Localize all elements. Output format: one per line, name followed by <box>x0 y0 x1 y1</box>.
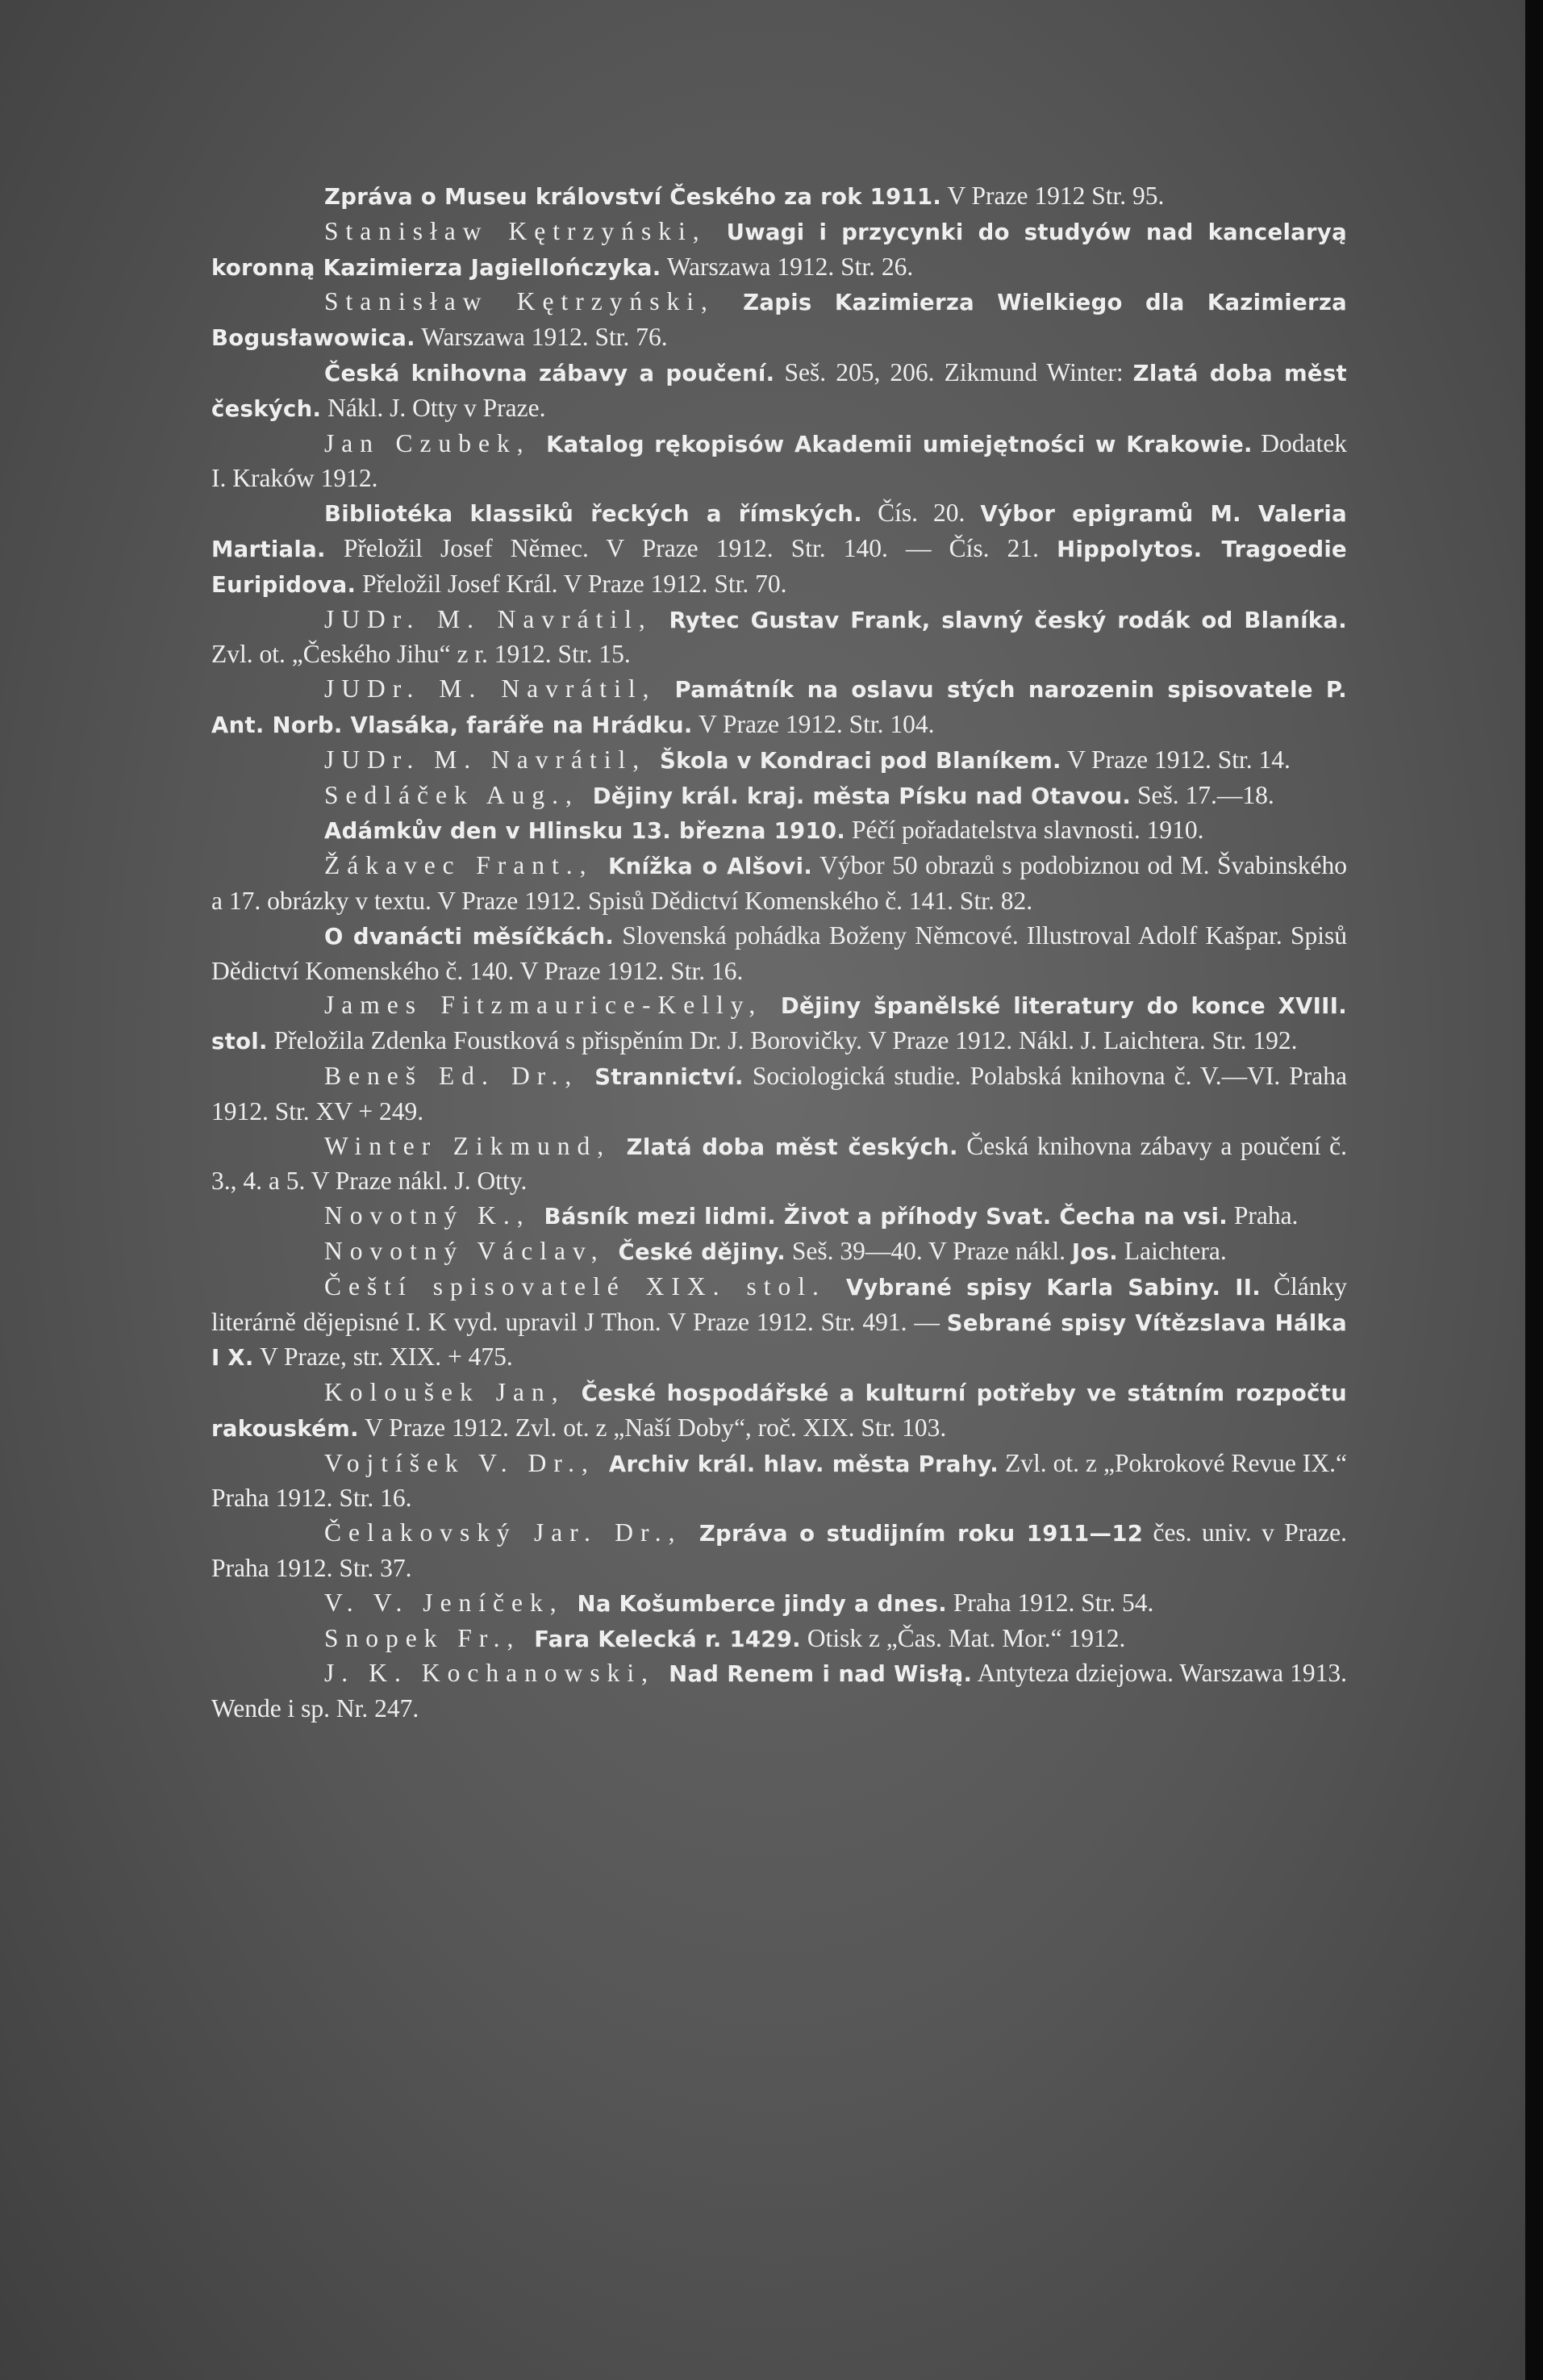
entry-details: Warszawa 1912. Str. 76. <box>415 323 668 352</box>
entry-details: Laichtera. <box>1118 1236 1227 1265</box>
entry-subtitle: Jos. <box>1071 1238 1119 1265</box>
entry-subtitle: Hippolytos. Tragoedie Euripidova. <box>211 536 1347 598</box>
entry-title: Archiv král. hlav. města Prahy. <box>608 1451 999 1477</box>
entry-details: Praha 1912. Str. 54. <box>946 1588 1154 1617</box>
entry-title: Katalog rękopisów Akademii umiejętności w Krakowie. <box>546 431 1253 457</box>
bibliography-entry <box>211 1234 1347 1270</box>
entry-details: Seš. 17.—18. <box>1131 780 1274 809</box>
bibliography-entry <box>211 1270 1347 1376</box>
bibliography-entry <box>211 356 1347 427</box>
bibliography-text <box>211 179 1347 1727</box>
bibliography-entry <box>211 1199 1347 1234</box>
entry-details: Zvl. ot. z „Pokrokové Revue IX.“ Praha 1912. Str. 16. <box>211 1448 1347 1513</box>
entry-title: Bibliotéka klassiků řeckých a římských. <box>324 501 863 528</box>
entry-details: Přeložil Josef Král. V Praze 1912. Str. 70. <box>356 569 787 598</box>
entry-author: Winter Zikmund, <box>324 1131 627 1160</box>
entry-details: Přeložil Josef Němec. V Praze 1912. Str. 140. — Čís. 21. <box>325 533 1057 562</box>
entry-author: JUDr. M. Navrátil, <box>324 674 675 704</box>
bibliography-entry <box>211 427 1347 497</box>
entry-author: Sedláček Aug., <box>324 780 593 809</box>
entry-title: Fara Kelecká r. 1429. <box>534 1626 801 1652</box>
entry-details: Čís. 20. <box>862 499 981 528</box>
entry-author: Snopek Fr., <box>324 1623 535 1652</box>
bibliography-entry <box>211 179 1347 215</box>
bibliography-entry <box>211 603 1347 673</box>
entry-author: JUDr. M. Navrátil, <box>324 604 669 633</box>
entry-author: Stanisław Kętrzyński, <box>324 287 744 316</box>
entry-title: Adámkův den v Hlinsku 13. března 1910. <box>324 818 846 845</box>
entry-author: James Fitzmaurice-Kelly, <box>324 991 781 1020</box>
entry-details: Slovenská pohádka Boženy Němcové. Illustroval Adolf Kašpar. Spisů Dědictví Komenského č. 140. V Praze 1912. Str. 16. <box>211 921 1347 985</box>
entry-author: Čelakovský Jar. Dr., <box>324 1518 699 1547</box>
entry-author: Žákavec Frant., <box>324 851 608 880</box>
entry-details: Česká knihovna zábavy a poučení č. 3., 4. a 5. V Praze nákl. J. Otty. <box>211 1131 1347 1196</box>
bibliography-entry <box>211 849 1347 919</box>
entry-details: Péčí pořadatelstva slavnosti. 1910. <box>845 816 1204 845</box>
entry-details: V Praze 1912. Zvl. ot. z „Naší Doby“, roč. XIX. Str. 103. <box>358 1413 947 1442</box>
entry-details: Seš. 39—40. V Praze nákl. <box>785 1236 1072 1265</box>
entry-author: Vojtíšek V. Dr., <box>324 1448 609 1477</box>
entry-details: Dodatek I. Kraków 1912. <box>211 428 1347 493</box>
entry-title: Zpráva o Museu království Českého za rok 1911. <box>324 184 942 210</box>
bibliography-entry <box>211 1622 1347 1657</box>
entry-details: Praha. <box>1227 1201 1299 1230</box>
bibliography-entry <box>211 1129 1347 1200</box>
entry-title: Dějiny španělské literatury do konce XVIII. stol. <box>211 993 1347 1055</box>
bibliography-entry <box>211 496 1347 602</box>
entry-title: Zapis Kazimierza Wielkiego dla Kazimierza Bogusławowica. <box>211 290 1347 352</box>
entry-details: Nákl. J. Otty v Praze. <box>321 393 546 422</box>
bibliography-entry <box>211 215 1347 286</box>
entry-title: Uwagi i przycynki do studyów nad kancelaryą koronną Kazimierza Jagiellończyka. <box>211 219 1347 281</box>
scan-edge <box>1525 0 1543 2380</box>
entry-details: V Praze 1912 Str. 95. <box>941 182 1165 210</box>
entry-author: Novotný Václav, <box>324 1236 619 1265</box>
entry-title: Na Košumberce jindy a dnes. <box>577 1590 947 1617</box>
entry-author: Novotný K., <box>324 1201 544 1230</box>
entry-subtitle: Sebrané spisy Vítězslava Hálka I X. <box>211 1309 1347 1372</box>
bibliography-entry <box>211 672 1347 743</box>
entry-title: O dvanácti měsíčkách. <box>324 923 615 950</box>
bibliography-entry <box>211 1447 1347 1517</box>
bibliography-entry <box>211 919 1347 989</box>
entry-title: Rytec Gustav Frank, slavný český rodák od Blaníka. <box>669 607 1347 633</box>
entry-details: Přeložila Zdenka Foustková s přispěním Dr. J. Borovičky. V Praze 1912. Nákl. J. Laichtera. Str. 192. <box>267 1026 1298 1055</box>
entry-details: V Praze, str. XIX. + 475. <box>253 1342 513 1372</box>
bibliography-entry <box>211 743 1347 779</box>
bibliography-entry <box>211 1516 1347 1586</box>
entry-title: Knížka o Alšovi. <box>608 854 813 880</box>
entry-author: Koloušek Jan, <box>324 1378 582 1407</box>
entry-details: čes. univ. v Praze. Praha 1912. Str. 37. <box>211 1518 1347 1583</box>
entry-title: Památník na oslavu stých narozenin spisovatele P. Ant. Norb. Vlasáka, faráře na Hrádku. <box>211 677 1347 738</box>
bibliography-entry <box>211 285 1347 356</box>
entry-author: Čeští spisovatelé XIX. stol. <box>324 1271 846 1301</box>
entry-subtitle: Zlatá doba měst českých. <box>211 360 1347 422</box>
bibliography-entry <box>211 813 1347 849</box>
bibliography-entry <box>211 1586 1347 1622</box>
entry-title: České hospodářské a kulturní potřeby ve státním rozpočtu rakouském. <box>211 1380 1347 1442</box>
entry-title: Nad Renem i nad Wisłą. <box>669 1661 973 1688</box>
bibliography-entry <box>211 1059 1347 1129</box>
entry-subtitle: Výbor epigramů M. Valeria Martiala. <box>211 501 1347 562</box>
entry-author: J. K. Kochanowski, <box>324 1659 669 1688</box>
entry-author: Stanisław Kętrzyński, <box>324 216 727 245</box>
entry-details: Antyteza dziejowa. Warszawa 1913. Wende i sp. Nr. 247. <box>211 1659 1348 1723</box>
entry-title: Škola v Kondraci pod Blaníkem. <box>659 747 1061 774</box>
entry-details: Sociologická studie. Polabská knihovna č. V.—VI. Praha 1912. Str. XV + 249. <box>211 1061 1347 1125</box>
entry-title: Básník mezi lidmi. Život a příhody Svat. Čecha na vsi. <box>544 1204 1228 1230</box>
entry-title: České dějiny. <box>618 1238 786 1265</box>
bibliography-entry <box>211 779 1347 814</box>
entry-title: Zlatá doba měst českých. <box>626 1134 958 1160</box>
entry-details: Zvl. ot. „Českého Jihu“ z r. 1912. Str. 15. <box>211 640 631 669</box>
entry-author: JUDr. M. Navrátil, <box>324 745 660 774</box>
entry-title: Dějiny král. kraj. města Písku nad Otavou. <box>592 783 1132 809</box>
entry-title: Česká knihovna zábavy a poučení. <box>324 360 775 386</box>
entry-author: V. V. Jeníček, <box>324 1588 578 1617</box>
bibliography-entry <box>211 1376 1347 1447</box>
entry-details: V Praze 1912. Str. 104. <box>692 709 935 738</box>
entry-details: Seš. 205, 206. Zikmund Winter: <box>774 357 1133 386</box>
entry-title: Strannictví. <box>594 1063 744 1090</box>
entry-author: Jan Czubek, <box>324 428 547 457</box>
entry-title: Zpráva o studijním roku 1911—12 <box>699 1521 1144 1547</box>
entry-details: Warszawa 1912. Str. 26. <box>661 252 914 281</box>
bibliography-entry <box>211 1656 1347 1727</box>
entry-title: Vybrané spisy Karla Sabiny. II. <box>845 1274 1262 1301</box>
entry-details: Otisk z „Čas. Mat. Mor.“ 1912. <box>800 1623 1126 1652</box>
bibliography-entry <box>211 988 1347 1059</box>
entry-author: Beneš Ed. Dr., <box>324 1061 595 1090</box>
entry-details: Výbor 50 obrazů s podobiznou od M. Švabinského a 17. obrázky v textu. V Praze 1912. Spisů Dědictví Komenského č. 141. Str. 82. <box>211 851 1347 915</box>
entry-details: V Praze 1912. Str. 14. <box>1061 745 1291 774</box>
entry-details: Články literárně dějepisné I. K vyd. upravil J Thon. V Praze 1912. Str. 491. — <box>211 1271 1348 1336</box>
